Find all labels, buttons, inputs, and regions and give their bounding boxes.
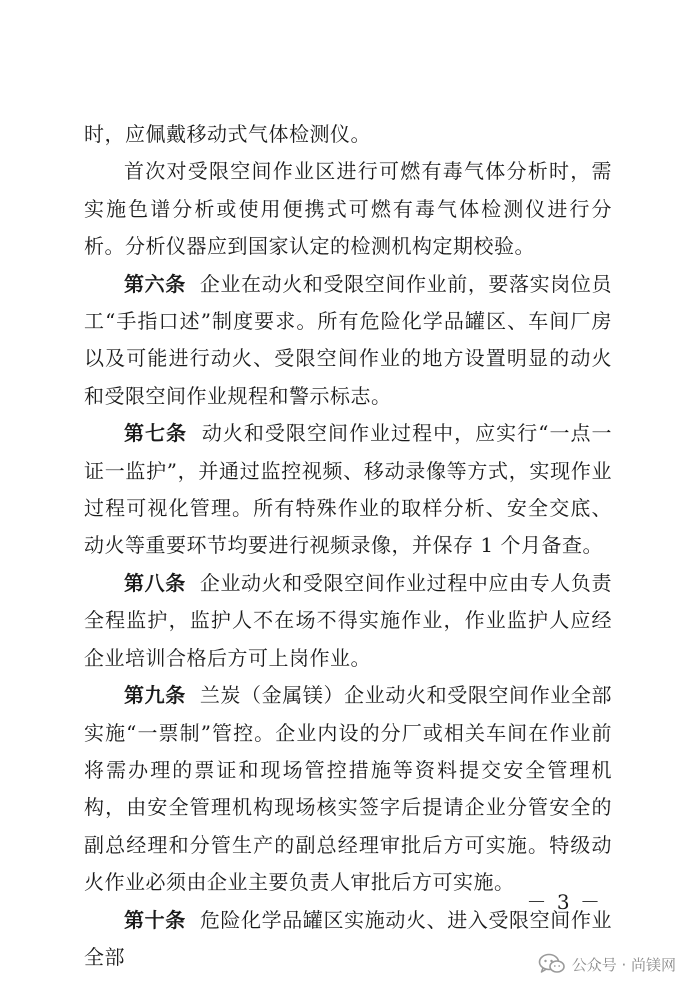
article-text: 危险化学品罐区实施动火、进入受限空间作业全部	[84, 907, 613, 969]
article-text: 企业在动火和受限空间作业前，要落实岗位员工“手指口述”制度要求。所有危险化学品罐区、车间厂房以及可能进行动火、受限空间作业的地方设置明显的动火和受限空间作业规程和警示标志。	[84, 271, 613, 408]
article-heading: 第九条	[124, 683, 186, 708]
watermark-text: 公众号 · 尚镁网	[571, 955, 676, 974]
article-text: 动火和受限空间作业过程中，应实行“一点一证一监护”，并通过监控视频、移动录像等方式，实现作业过程可视化管理。所有特殊作业的取样分析、安全交底、动火等重要环节均要进行视频录像，并保存 1 个月备查。	[84, 421, 613, 558]
article-9	[84, 677, 612, 901]
paragraph-text: 首次对受限空间作业区进行可燃有毒气体分析时，需实施色谱分析或使用便携式可燃有毒气体检测仪进行分析。分析仪器应到国家认定的检测机构定期校验。	[84, 159, 612, 259]
article-heading: 第六条	[124, 271, 186, 296]
paragraph-1	[84, 116, 612, 153]
page-number: － 3 －	[526, 890, 602, 914]
watermark	[538, 950, 676, 978]
article-6	[84, 266, 612, 416]
article-7	[84, 415, 612, 565]
paragraph-text: 时，应佩戴移动式气体检测仪。	[84, 122, 371, 146]
paragraph-2	[84, 153, 612, 265]
article-heading: 第八条	[124, 570, 186, 595]
article-text: 兰炭（金属镁）企业动火和受限空间作业全部实施“一票制”管控。企业内设的分厂或相关车间在作业前将需办理的票证和现场管控措施等资料提交安全管理机构，由安全管理机构现场核实签字后提请企业分管安全的副总经理和分管生产的副总经理审批后方可实施。特级动火作业必须由企业主要负责人审批后方可实施。	[84, 683, 613, 895]
wechat-icon	[538, 953, 566, 975]
article-heading: 第七条	[124, 421, 188, 446]
article-heading: 第十条	[124, 907, 186, 932]
article-8	[84, 565, 612, 677]
document-body	[84, 116, 612, 976]
article-text: 企业动火和受限空间作业过程中应由专人负责全程监护，监护人不在场不得实施作业，作业监护人应经企业培训合格后方可上岗作业。	[84, 570, 613, 670]
